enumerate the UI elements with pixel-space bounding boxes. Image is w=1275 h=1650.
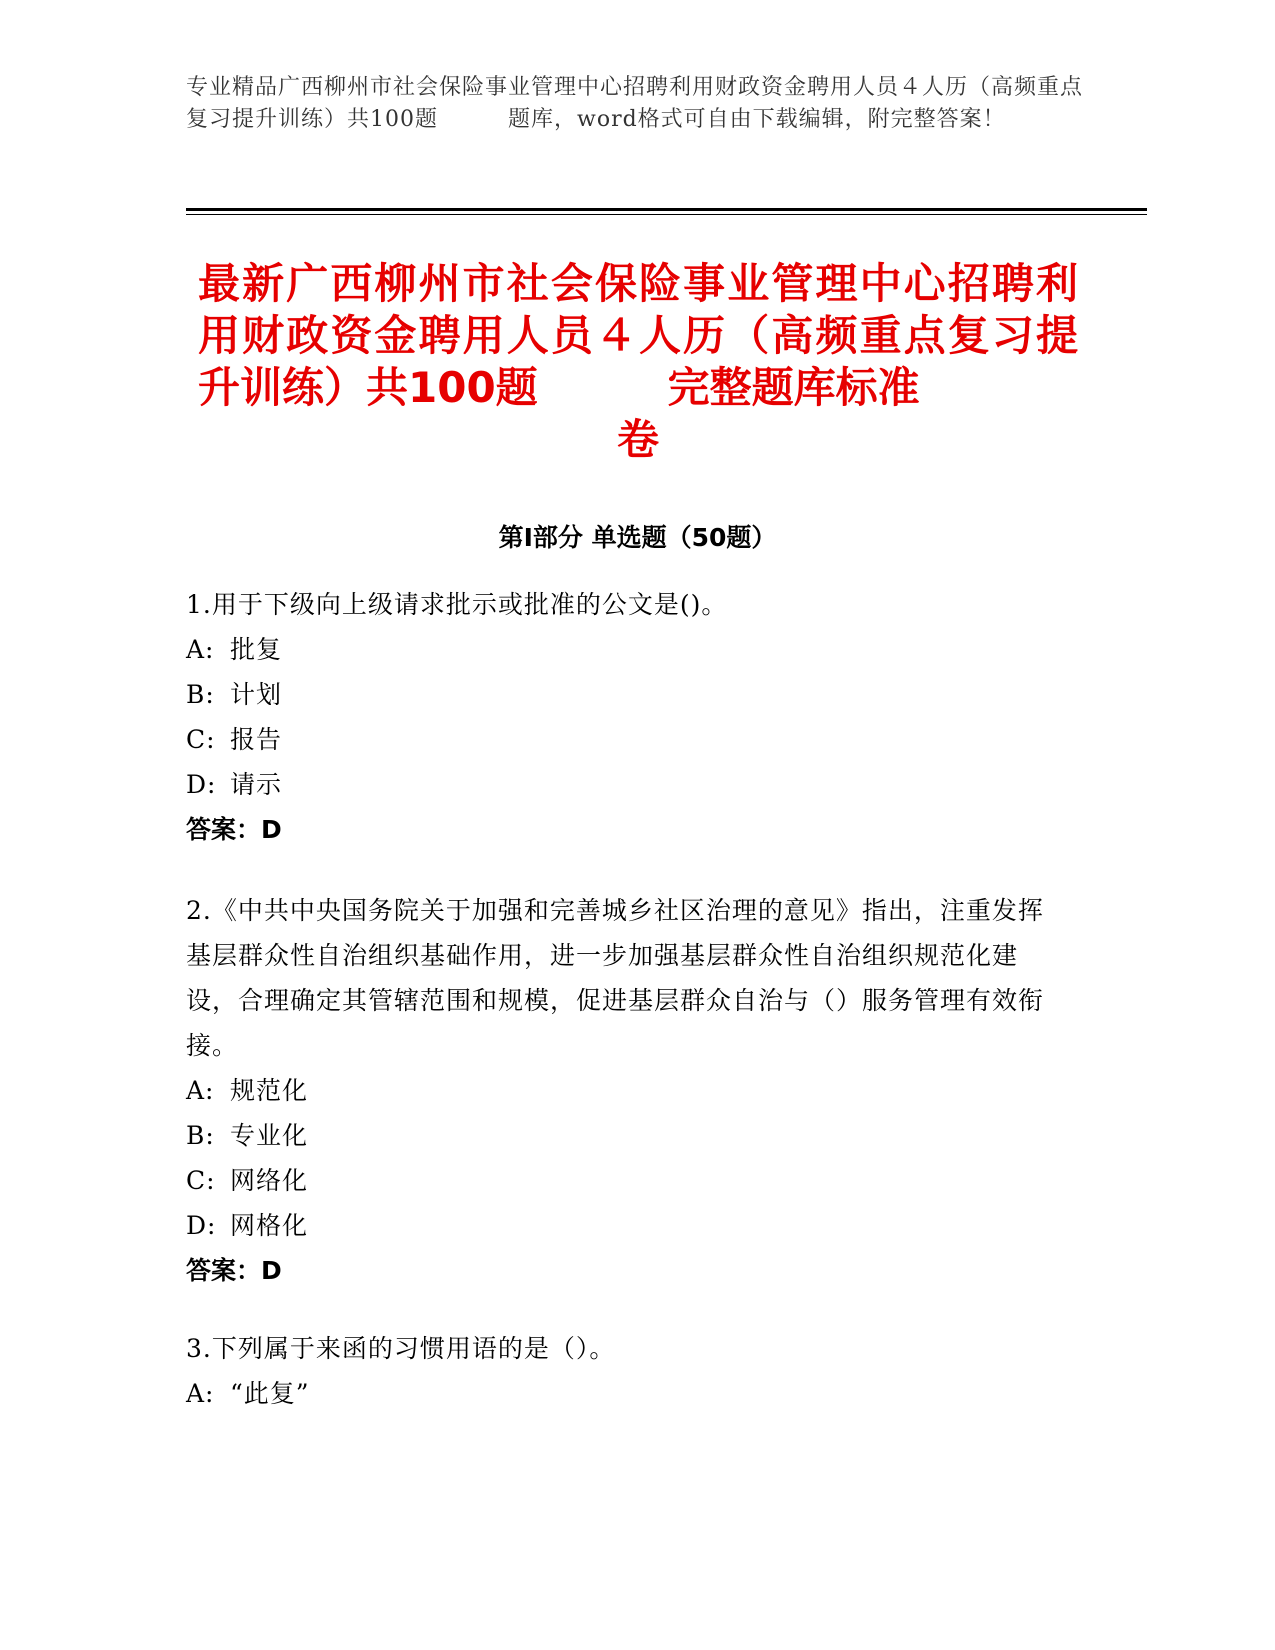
title-part1: 最新广西柳州市社会保险事业管理中心招聘利用财政资金聘用人员４人历（高频重点复习提升训练）共100题 — [198, 259, 1078, 412]
header-note-part2: 题库，word格式可自由下载编辑，附完整答案！ — [508, 107, 1006, 132]
option-a — [186, 1068, 1066, 1113]
option-text: 报告 — [230, 725, 283, 754]
header-note-part1: 专业精品广西柳州市社会保险事业管理中心招聘利用财政资金聘用人员４人历（高频重点复习提升训练）共100题 — [186, 75, 1084, 132]
header-divider-thick — [186, 208, 1147, 211]
option-c — [186, 1158, 1066, 1203]
option-text: 批复 — [230, 635, 283, 664]
question-3 — [186, 1326, 1066, 1416]
option-key: B: — [186, 680, 215, 709]
option-b — [186, 672, 1066, 717]
option-key: C: — [186, 1166, 216, 1195]
header-note — [186, 72, 1086, 136]
option-a — [186, 1371, 1066, 1416]
option-text: “此复” — [230, 1379, 310, 1408]
question-1 — [186, 582, 1066, 852]
question-stem: 2.《中共中央国务院关于加强和完善城乡社区治理的意见》指出，注重发挥基层群众性自治组织基础作用，进一步加强基层群众性自治组织规范化建设，合理确定其管辖范围和规模，促进基层群众自治与（）服务管理有效衔接。 — [186, 896, 1045, 1060]
option-text: 网络化 — [230, 1166, 309, 1195]
title-part2: 完整题库标准 — [667, 363, 920, 412]
option-text: 网格化 — [230, 1211, 309, 1240]
header-divider-thin — [186, 214, 1147, 215]
option-a — [186, 627, 1066, 672]
section-title: 第Ⅰ部分 单选题（50题） — [498, 523, 777, 552]
option-c — [186, 717, 1066, 762]
option-key: B: — [186, 1121, 215, 1150]
option-key: D: — [186, 770, 217, 799]
question-stem: 3.下列属于来函的习惯用语的是（）。 — [186, 1334, 616, 1363]
option-text: 计划 — [230, 680, 283, 709]
answer-line — [186, 807, 1066, 852]
option-b — [186, 1113, 1066, 1158]
question-2 — [186, 888, 1066, 1293]
title-part3: 卷 — [616, 415, 659, 464]
answer-line — [186, 1248, 1066, 1293]
document-title — [198, 258, 1078, 466]
option-key: A: — [186, 1379, 215, 1408]
option-key: C: — [186, 725, 216, 754]
option-text: 专业化 — [230, 1121, 309, 1150]
option-d — [186, 1203, 1066, 1248]
option-text: 规范化 — [230, 1076, 309, 1105]
answer-value: D — [261, 1256, 282, 1285]
option-d — [186, 762, 1066, 807]
option-key: D: — [186, 1211, 217, 1240]
answer-label: 答案： — [186, 1256, 262, 1285]
option-key: A: — [186, 1076, 215, 1105]
option-text: 请示 — [230, 770, 283, 799]
option-key: A: — [186, 635, 215, 664]
answer-label: 答案： — [186, 815, 262, 844]
question-stem: 1.用于下级向上级请求批示或批准的公文是()。 — [186, 590, 728, 619]
answer-value: D — [261, 815, 282, 844]
